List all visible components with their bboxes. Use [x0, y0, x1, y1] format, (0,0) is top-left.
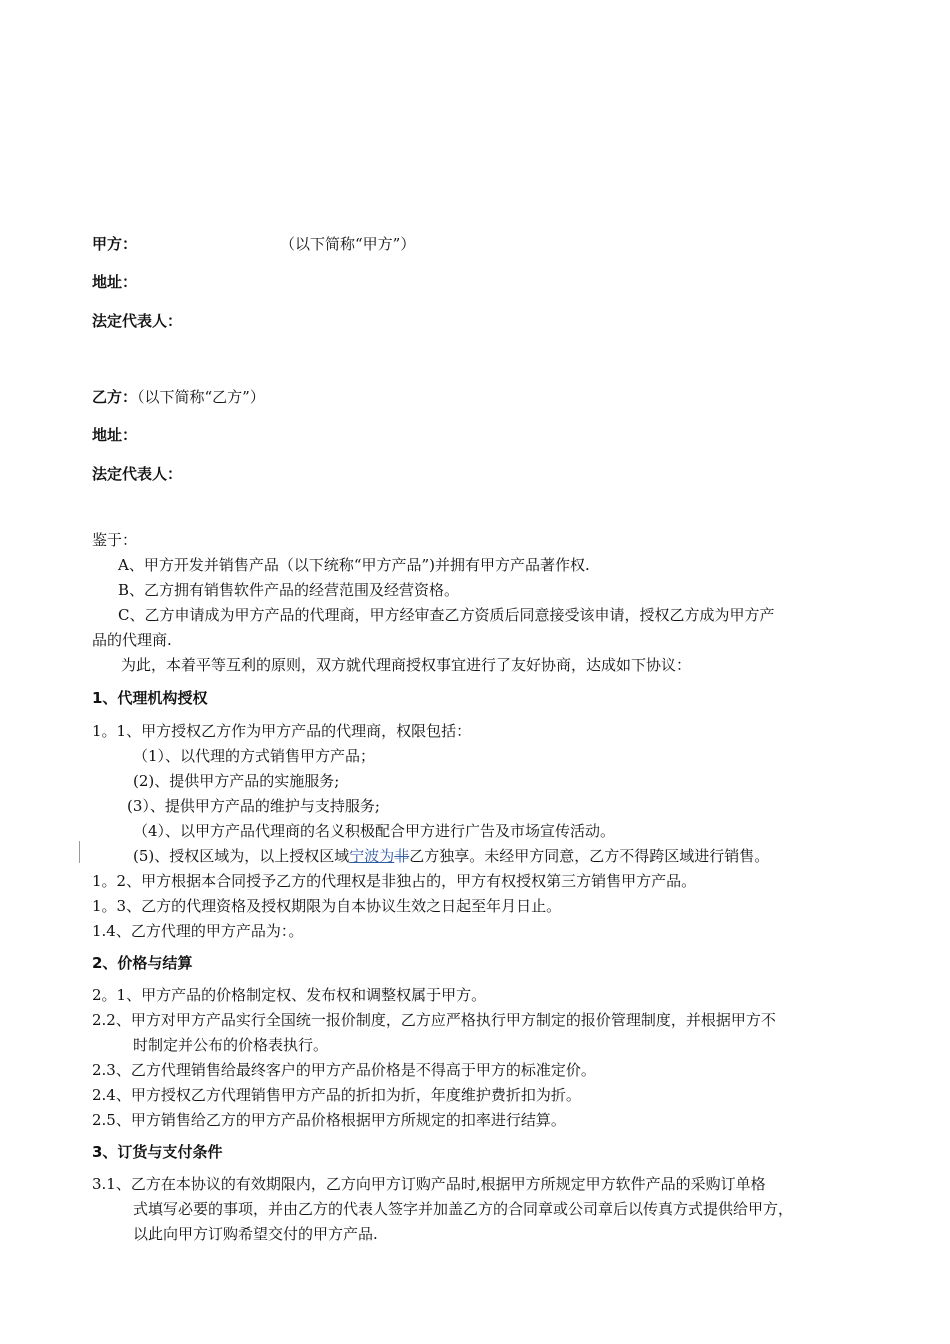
section1-heading: 1、代理机构授权 — [92, 689, 208, 707]
clause-2-5: 2.5、甲方销售给乙方的甲方产品价格根据甲方所规定的扣率进行结算。 — [92, 1111, 566, 1129]
clause-2-3: 2.3、乙方代理销售给最终客户的甲方产品价格是不得高于甲方的标准定价。 — [92, 1061, 596, 1079]
clause-1-1-item-2: (2)、提供甲方产品的实施服务; — [133, 772, 340, 790]
party-b-address-label: 地址： — [92, 426, 138, 444]
clause-2-2-line2: 时制定并公布的价格表执行。 — [133, 1036, 329, 1054]
clause-3-1-line3: 以此向甲方订购希望交付的甲方产品. — [133, 1225, 378, 1243]
clause-1-3: 1。3、乙方的代理资格及授权期限为自本协议生效之日起至年月日止。 — [92, 897, 562, 915]
tracked-deletion: 非 — [394, 847, 410, 865]
clause-1-1-item-1: （1）、以代理的方式销售甲方产品； — [133, 747, 376, 765]
party-a-alias: （以下简称“甲方”） — [280, 235, 416, 253]
clause-1-1-item-3: (3）、提供甲方产品的维护与支持服务; — [127, 797, 380, 815]
clause-2-4: 2.4、甲方授权乙方代理销售甲方产品的折扣为折，年度维护费折扣为折。 — [92, 1086, 581, 1104]
party-a-address-label: 地址： — [92, 273, 138, 291]
whereas-c-line1: C、乙方申请成为甲方产品的代理商，甲方经审查乙方资质后同意接受该申请，授权乙方成为甲方产 — [118, 606, 775, 624]
clause-1-4: 1.4、乙方代理的甲方产品为：。 — [92, 922, 304, 940]
clause-1-2: 1。2、甲方根据本合同授予乙方的代理权是非独占的，甲方有权授权第三方销售甲方产品。 — [92, 872, 697, 890]
tracked-insertion: 宁波为 — [349, 847, 395, 865]
clause-1-1-item-4: （4）、以甲方产品代理商的名义积极配合甲方进行广告及市场宣传活动。 — [133, 822, 616, 840]
whereas-intro: 为此，本着平等互利的原则，双方就代理商授权事宜进行了友好协商，达成如下协议： — [121, 656, 692, 674]
whereas-b: B、乙方拥有销售软件产品的经营范围及经营资格。 — [118, 581, 460, 599]
clause-1-1: 1。1、甲方授权乙方作为甲方产品的代理商，权限包括： — [92, 722, 472, 740]
item-5-text-before: (5)、授权区域为，以上授权区域 — [133, 847, 350, 865]
whereas-c-line2: 品的代理商. — [92, 631, 172, 649]
section3-heading: 3、订货与支付条件 — [92, 1143, 223, 1161]
party-b-label: 乙方： — [92, 388, 138, 406]
party-a-rep-label: 法定代表人： — [92, 312, 183, 330]
clause-1-1-item-5 — [133, 846, 769, 866]
whereas-a: A、甲方开发并销售产品（以下统称“甲方产品”)并拥有甲方产品著作权. — [118, 556, 590, 574]
clause-2-2-line1: 2.2、甲方对甲方产品实行全国统一报价制度，乙方应严格执行甲方制定的报价管理制度，并根据甲方不 — [92, 1011, 776, 1029]
party-b-line — [92, 387, 265, 407]
party-a-label: 甲方： — [92, 235, 138, 253]
clause-2-1: 2。1、甲方产品的价格制定权、发布权和调整权属于甲方。 — [92, 986, 487, 1004]
party-b-alias: （以下简称“乙方”） — [137, 388, 265, 406]
clause-3-1-line2: 式填写必要的事项，并由乙方的代表人签字并加盖乙方的合同章或公司章后以传真方式提供给甲方， — [133, 1200, 794, 1218]
revision-change-bar — [79, 841, 80, 863]
item-5-text-after: 乙方独享。未经甲方同意，乙方不得跨区域进行销售。 — [409, 847, 770, 865]
section2-heading: 2、价格与结算 — [92, 954, 193, 972]
clause-3-1-line1: 3.1、乙方在本协议的有效期限内，乙方向甲方订购产品时,根据甲方所规定甲方软件产品的采购订单格 — [92, 1175, 766, 1193]
whereas-title: 鉴于： — [92, 531, 138, 549]
party-b-rep-label: 法定代表人： — [92, 465, 183, 483]
